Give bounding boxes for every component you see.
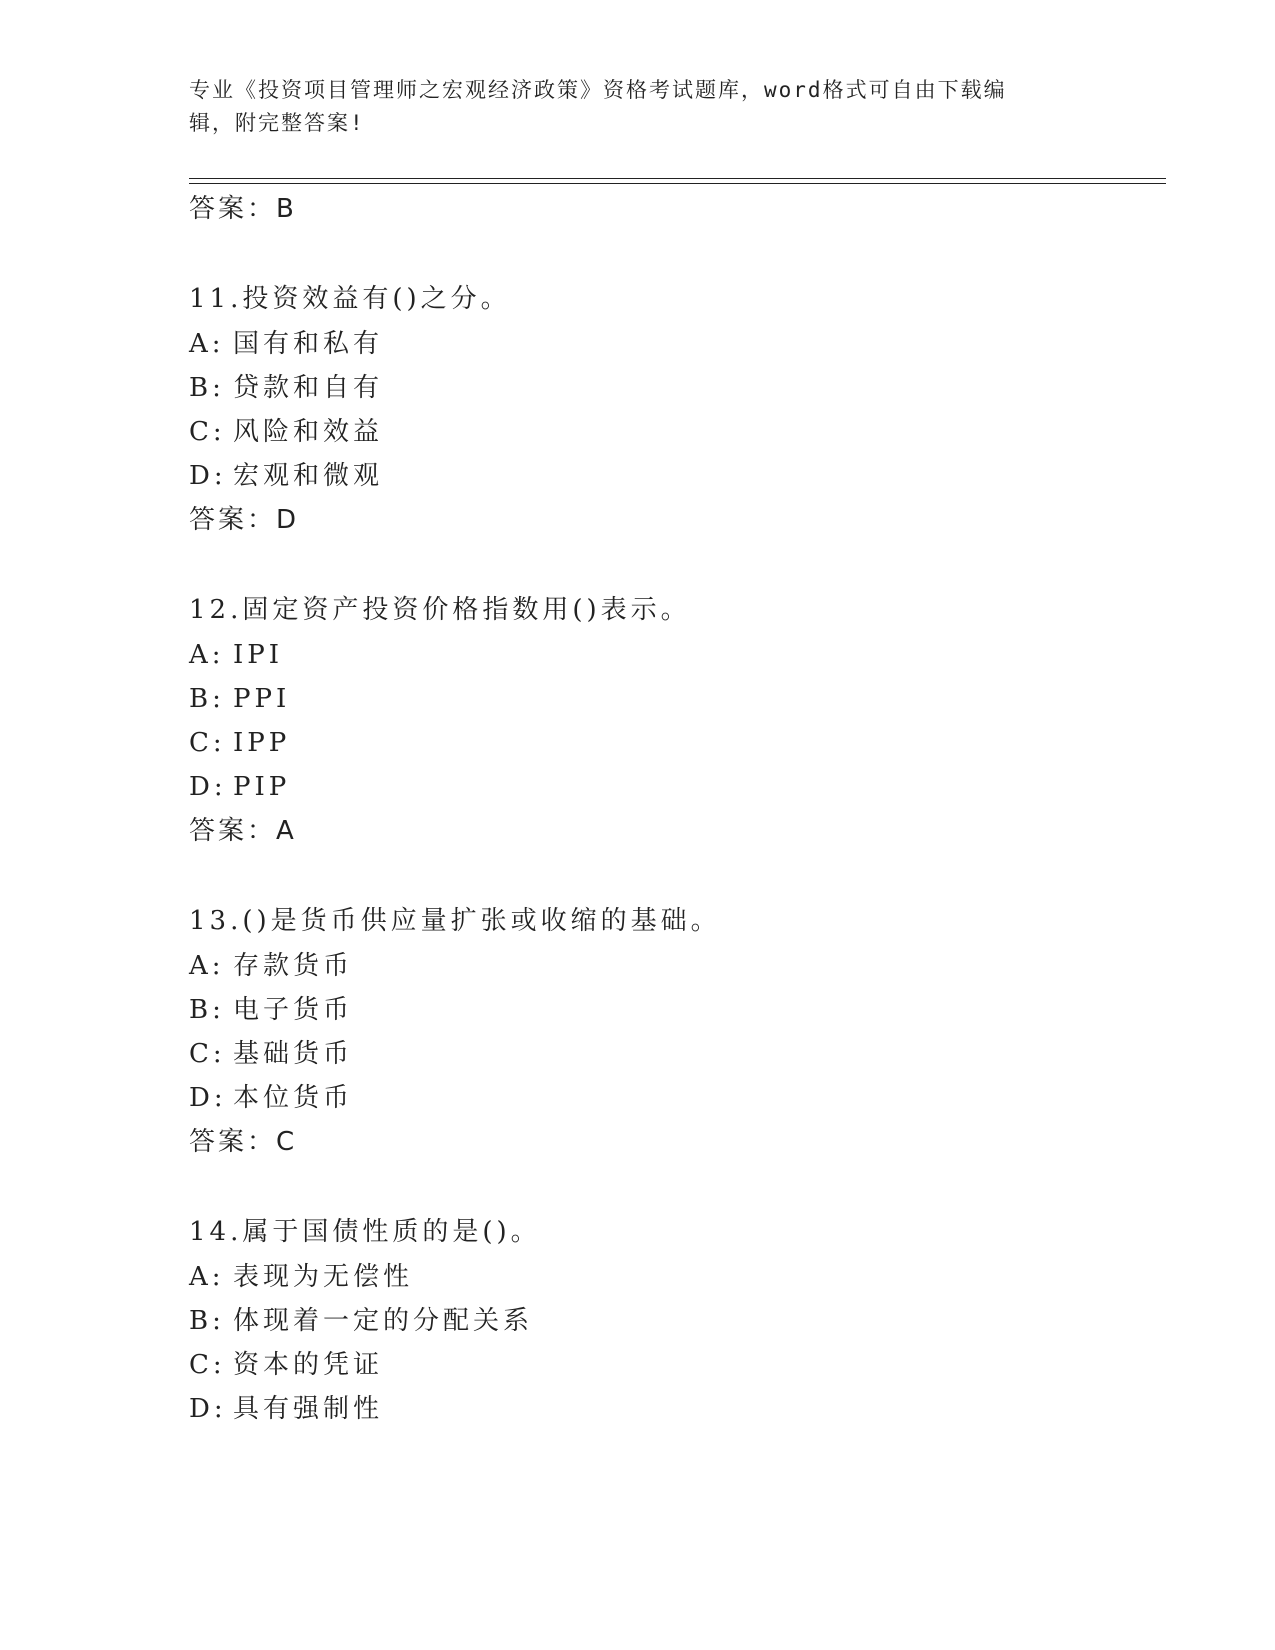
option-letter: C: [189, 728, 226, 758]
question-stem: 11.投资效益有()之分。 [189, 284, 511, 314]
option-text: 国有和私有 [233, 329, 384, 359]
option-text: IPP [233, 728, 291, 758]
header-line-2: 辑，附完整答案! [189, 111, 365, 135]
option-letter: B: [189, 1306, 225, 1336]
option-text: IPI [233, 640, 284, 670]
option-text: 风险和效益 [233, 417, 384, 447]
header-divider-top [189, 178, 1166, 179]
option-row [189, 770, 290, 804]
option-letter: D: [189, 1083, 227, 1113]
option-letter: C: [189, 417, 226, 447]
option-text: 存款货币 [233, 951, 354, 981]
option-row [189, 726, 290, 760]
option-text: 宏观和微观 [233, 461, 384, 491]
option-row [189, 638, 283, 672]
option-letter: A: [189, 640, 225, 670]
answer-label: 答案：B [189, 194, 297, 224]
option-letter: A: [189, 329, 225, 359]
option-text: 贷款和自有 [233, 373, 384, 403]
option-row [189, 371, 383, 405]
option-letter: A: [189, 951, 225, 981]
option-text: PIP [233, 772, 291, 802]
question-stem: 14.属于国债性质的是()。 [189, 1217, 541, 1247]
option-row [189, 1304, 533, 1338]
option-row [189, 415, 383, 449]
option-row [189, 682, 290, 716]
answer-label: 答案：A [189, 816, 297, 846]
option-text: 电子货币 [233, 995, 354, 1025]
option-row [189, 1081, 353, 1115]
option-row [189, 459, 383, 493]
option-text: 表现为无偿性 [233, 1262, 414, 1292]
answer-label: 答案：C [189, 1127, 298, 1157]
header-line-1: 专业《投资项目管理师之宏观经济政策》资格考试题库，word格式可自由下载编 [189, 78, 1007, 102]
option-row [189, 1037, 353, 1071]
option-letter: C: [189, 1039, 226, 1069]
document-header [189, 74, 1079, 140]
option-letter: D: [189, 1394, 227, 1424]
option-row [189, 949, 353, 983]
option-letter: D: [189, 461, 227, 491]
option-letter: D: [189, 772, 227, 802]
option-row [189, 993, 353, 1027]
option-text: 基础货币 [233, 1039, 354, 1069]
option-letter: B: [189, 373, 225, 403]
option-letter: A: [189, 1262, 225, 1292]
option-row [189, 1392, 383, 1426]
option-letter: B: [189, 684, 225, 714]
option-text: PPI [233, 684, 291, 714]
option-row [189, 1348, 383, 1382]
option-text: 本位货币 [233, 1083, 354, 1113]
option-text: 资本的凭证 [233, 1350, 384, 1380]
option-row [189, 327, 383, 361]
option-letter: B: [189, 995, 225, 1025]
question-stem: 12.固定资产投资价格指数用()表示。 [189, 595, 691, 625]
header-divider-bottom [189, 183, 1166, 184]
option-letter: C: [189, 1350, 226, 1380]
option-row [189, 1260, 413, 1294]
option-text: 体现着一定的分配关系 [233, 1306, 534, 1336]
answer-label: 答案：D [189, 505, 300, 535]
question-stem: 13.()是货币供应量扩张或收缩的基础。 [189, 906, 721, 936]
option-text: 具有强制性 [233, 1394, 384, 1424]
